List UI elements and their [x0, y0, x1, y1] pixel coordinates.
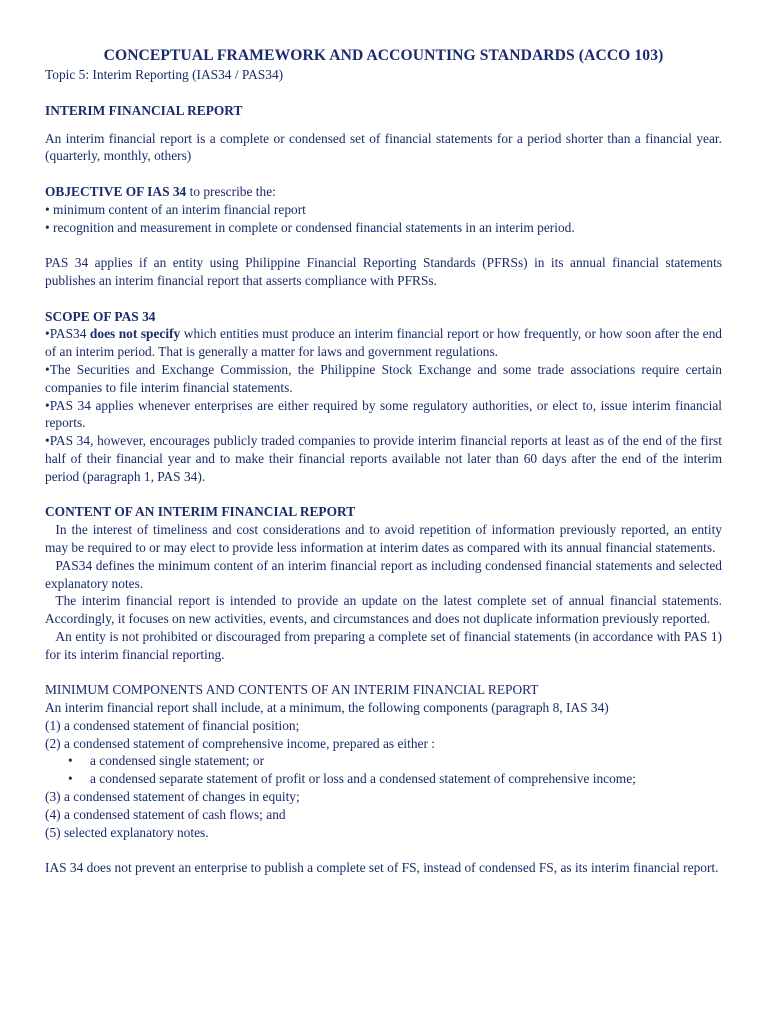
component-item: (4) a condensed statement of cash flows; and: [45, 806, 286, 822]
content-item: In the interest of timeliness and cost considerations and to avoid repetition of information previously reported, an entity may be required to or may elect to provide less information at interim dates as compared with its annual financial statements.: [45, 522, 722, 555]
heading-minimum-components: MINIMUM COMPONENTS AND CONTENTS OF AN INTERIM FINANCIAL REPORT: [45, 682, 539, 698]
pas34-applies-paragraph: PAS 34 applies if an entity using Philippine Financial Reporting Standards (PFRSs) in its annual financial statements publishes an interim financial report that asserts compliance with PFRSs.: [45, 255, 722, 288]
objective-item: • minimum content of an interim financial report: [45, 201, 306, 217]
component-item: (3) a condensed statement of changes in equity;: [45, 789, 300, 805]
component-item: (2) a condensed statement of comprehensive income, prepared as either :: [45, 735, 436, 751]
component-sub-item: • a condensed separate statement of profit or loss and a condensed statement of comprehensive income;: [45, 770, 722, 788]
document-page: [45, 46, 722, 877]
heading-scope: SCOPE OF PAS 34: [45, 308, 156, 324]
components-intro: An interim financial report shall include, at a minimum, the following components (paragraph 8, IAS 34): [45, 700, 609, 716]
scope-item: •PAS 34 applies whenever enterprises are either required by some regulatory authorities, or elect to, issue interim financial reports.: [45, 397, 722, 431]
content-item: PAS34 defines the minimum content of an interim financial report as including condensed financial statements and selected explanatory notes.: [45, 557, 722, 591]
objective-item: • recognition and measurement in complete or condensed financial statements in an interim period.: [45, 219, 575, 235]
objective-heading-rest: to prescribe the:: [186, 183, 276, 199]
topic-subtitle: Topic 5: Interim Reporting (IAS34 / PAS34): [45, 67, 284, 82]
definition-paragraph: An interim financial report is a complete or condensed set of financial statements for a period shorter than a financial year. (quarterly, monthly, others): [45, 130, 722, 164]
heading-content: CONTENT OF AN INTERIM FINANCIAL REPORT: [45, 504, 356, 520]
closing-paragraph: IAS 34 does not prevent an enterprise to publish a complete set of FS, instead of condensed FS, as its interim financial report.: [45, 860, 719, 876]
document-title: CONCEPTUAL FRAMEWORK AND ACCOUNTING STANDARDS (ACCO 103): [103, 47, 664, 64]
scope-item-prefix: •PAS34: [45, 326, 90, 342]
component-sub-item: • a condensed single statement; or: [45, 752, 722, 770]
scope-item-rest: which entities must produce an interim financial report or how frequently, or how soon after the end of an interim period. That is generally a matter for laws and government regulations.: [45, 326, 723, 360]
content-item: An entity is not prohibited or discouraged from preparing a complete set of financial statements (in accordance with PAS 1) for its interim financial reporting.: [45, 628, 722, 662]
scope-item: [45, 325, 722, 361]
heading-interim-financial-report: INTERIM FINANCIAL REPORT: [45, 102, 243, 118]
scope-item: •PAS 34, however, encourages publicly traded companies to provide interim financial reports at least as of the end of the first half of their financial year and to make their financial reports available not later than 60 days after the end of the interim period (paragraph 1, PAS 34).: [45, 433, 722, 484]
objective-heading: [45, 183, 722, 201]
component-item: (5) selected explanatory notes.: [45, 824, 209, 840]
content-item: The interim financial report is intended to provide an update on the latest complete set of annual financial statements. Accordingly, it focuses on new activities, events, and circumstances and does not duplicate information previously reported.: [45, 593, 722, 627]
objective-heading-bold: OBJECTIVE OF IAS 34: [45, 183, 187, 199]
scope-item-bold: does not specify: [89, 326, 181, 342]
scope-item: •The Securities and Exchange Commission, the Philippine Stock Exchange and some trade associations require certain companies to file interim financial statements.: [45, 361, 722, 395]
component-sub-list: [45, 752, 722, 788]
component-item: (1) a condensed statement of financial position;: [45, 717, 300, 733]
